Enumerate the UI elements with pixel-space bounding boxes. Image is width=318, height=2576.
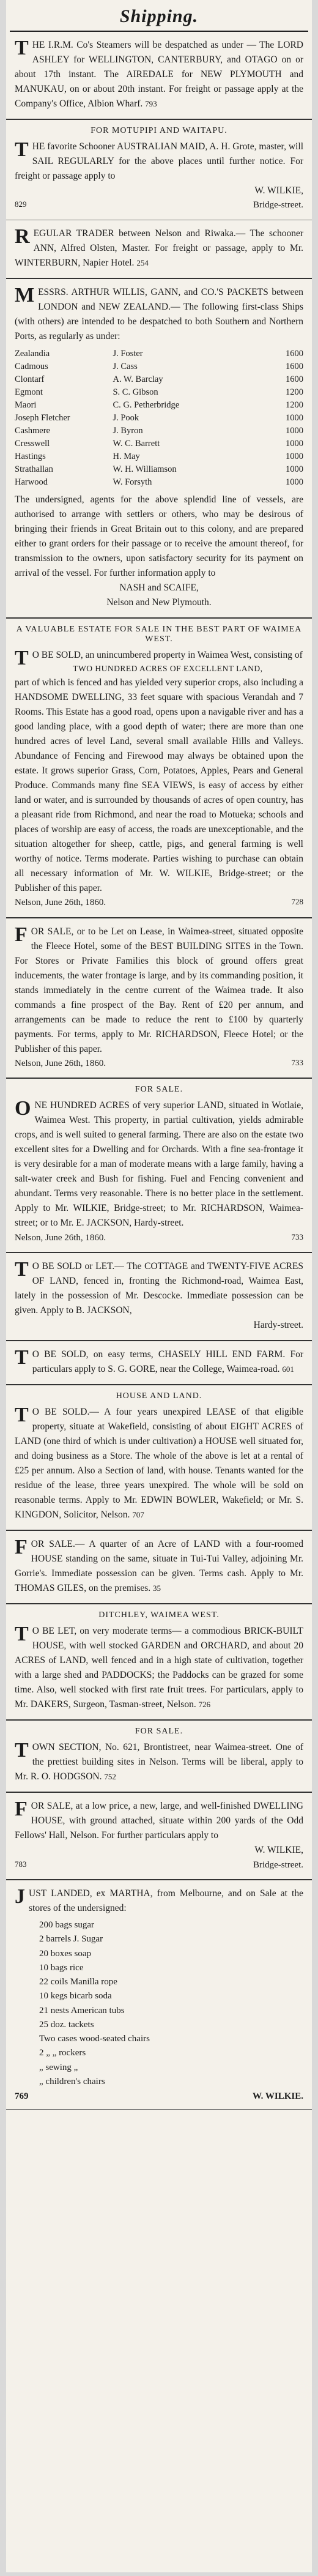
drop-cap: M: [15, 283, 35, 307]
goods-item: 20 boxes soap: [39, 1948, 91, 1959]
ship-tons: 1600: [286, 361, 303, 371]
drop-cap: T: [15, 1258, 29, 1281]
drop-cap: T: [15, 647, 29, 670]
ad-text: OR SALE.— A quarter of an Acre of LAND with a four-roomed HOUSE standing on the same, situate in Tui-Tui Valley, adjoining Mr. Gorrie's. Immediate possession can be given. Terms cash. Apply to Mr. THOMAS GILES, on the premises.: [15, 1539, 303, 1594]
ship-name: Hastings: [15, 451, 46, 461]
ship-master: J. Byron: [113, 425, 143, 436]
ad-header: FOR SALE.: [135, 1727, 183, 1737]
ad-text: O BE LET, on very moderate terms— a commodious BRICK-BUILT HOUSE, with well stocked GARDEN and ORCHARD, and about 20 ACRES of LAND, well fenced and in a high state of cultivation, together with a large shed and PADDOCKS; the Paddocks can be grazed for some time. Also, well stocked with first rate fruit trees. For particulars, apply to Mr. DAKERS, Surgeon, Tasman-street, Nelson.: [15, 1626, 303, 1710]
ad-address: Hardy-street.: [253, 1320, 303, 1331]
ad-number: 728: [291, 897, 303, 907]
ad-cottage: [6, 1253, 312, 1341]
ship-tons: 1000: [286, 451, 303, 461]
ship-master: J. Cass: [113, 361, 138, 371]
ship-tons: 1000: [286, 464, 303, 474]
ship-row: [15, 412, 303, 425]
ship-row: [15, 360, 303, 373]
drop-cap: T: [15, 1346, 29, 1369]
goods-item: 2 barrels J. Sugar: [39, 1934, 103, 1945]
drop-cap: T: [15, 1739, 29, 1762]
ad-number: 733: [291, 1232, 303, 1241]
ship-tons: 1200: [286, 387, 303, 397]
ad-header: A VALUABLE ESTATE FOR SALE IN THE BEST PART OF WAIMEA WEST.: [16, 625, 302, 644]
ad-date: Nelson, June 26th, 1860.: [15, 1058, 106, 1068]
ad-number: 726: [198, 1700, 211, 1710]
ad-text-2: part of which is fenced and has yielded very superior crops, also including a HANDSOME DWELLING, 33 feet square with spacious Verandah and 7 Rooms. This Estate has a good road, opens upon a navigable river and has a good landing place, with a good depth of water; there are more than one hundred acres of level Land, several small available Hills and Valleys. Abundance of Fencing and Firewood may always be obtained upon the estate. It grows superior Grass, Corn, Potatoes, Apples, Pears and General Produce. Commands many fine SEA VIEWS, is easy of access by either land or water, and is surrounded by thousands of acres of open country, has a pleasant ride from Richmond, and near the road to Motueka; schools and places of worship are easy of access, the roads are unexceptionable, and the situation altogether for sheep, cattle, pigs, and general farming is well worthy of notice. Terms moderate. Parties wishing to purchase can obtain all necessary information of Mr. W. WILKIE, Bridge-street; or the Publisher of this paper.: [15, 677, 303, 894]
ad-text: ESSRS. ARTHUR WILLIS, GANN, and CO.'S PACKETS between LONDON and NEW ZEALAND.— The following first-class Ships (with others) are intended to be despatched to both Southern and Northern Ports, as regularly as under:: [15, 286, 303, 341]
goods-item: 21 nests American tubs: [39, 2005, 125, 2016]
ad-signature: W. WILKIE.: [253, 2091, 303, 2102]
ship-name: Cresswell: [15, 438, 50, 449]
ad-header: FOR MOTUPIPI AND WAITAPU.: [91, 126, 227, 136]
goods-item: 10 kegs bicarb soda: [39, 1991, 112, 2001]
ship-row: [15, 463, 303, 476]
ship-name: Harwood: [15, 477, 48, 487]
drop-cap: T: [15, 1623, 29, 1646]
ad-subheading: TWO HUNDRED ACRES OF EXCELLENT LAND,: [73, 664, 263, 674]
ad-text: O BE SOLD, on easy terms, CHASELY HILL END FARM. For particulars apply to S. G. GORE, near the College, Waimea-road.: [32, 1349, 303, 1375]
drop-cap: R: [15, 225, 30, 248]
ad-text: OWN SECTION, No. 621, Brontistreet, near Waimea-street. One of the prettiest building sites in Nelson. Terms will be liberal, apply to Mr. R. O. HODGSON.: [15, 1742, 303, 1782]
drop-cap: T: [15, 138, 29, 162]
ad-text-2: The undersigned, agents for the above splendid line of vessels, are authorised to arrange with settlers or others, who may be desirous of bringing their friends in Great Britain out to this colony, and are prepared either to grant orders for their passage or to receive the amount thereof, for transmission to the owners, upon satisfactory security for its payment on arrival of the vessel. For further information apply to: [15, 494, 303, 578]
ships-table: [15, 348, 303, 489]
ship-name: Strathallan: [15, 464, 53, 474]
ship-master: S. C. Gibson: [113, 387, 158, 397]
ad-hundred-acres: [6, 1079, 312, 1253]
drop-cap: J: [15, 1885, 25, 1908]
ship-tons: 1600: [286, 348, 303, 359]
goods-item: Two cases wood-seated chairs: [39, 2034, 150, 2044]
ad-text: HE favorite Schooner AUSTRALIAN MAID, A. H. Grote, master, will SAIL REGULARLY for the above places until further notice. For freight or passage apply to: [15, 141, 303, 182]
ad-house-land: [6, 1385, 312, 1531]
ad-town-section: [6, 1721, 312, 1793]
ad-quarter-acre: [6, 1531, 312, 1604]
ad-text: HE I.R.M. Co's Steamers will be despatched as under — The LORD ASHLEY for WELLINGTON, CANTERBURY, and OTAGO on or about 17th instant. The AIREDALE for NEW PLYMOUTH and MANUKAU, on or about 20th instant. For freight or passage apply at the Company's Office, Albion Wharf.: [15, 40, 303, 110]
ad-signature: W. WILKIE,: [254, 185, 303, 196]
ad-regular-trader: [6, 220, 312, 279]
ad-ditchley: [6, 1604, 312, 1721]
drop-cap: F: [15, 1798, 28, 1821]
masthead: Shipping.: [119, 6, 199, 26]
ship-master: W. H. Williamson: [113, 464, 177, 474]
ad-number: 752: [104, 1772, 116, 1782]
ad-number: 254: [136, 258, 149, 267]
drop-cap: F: [15, 923, 28, 946]
ad-number: 769: [15, 2091, 29, 2102]
ship-name: Clontarf: [15, 374, 45, 384]
ad-text: EGULAR TRADER between Nelson and Riwaka.— The schooner ANN, Alfred Olsten, Master. For freight or passage, apply to Mr. WINTERBURN, Napier Hotel.: [15, 228, 303, 268]
ad-text: O BE SOLD or LET.— The COTTAGE and TWENTY-FIVE ACRES OF LAND, fenced in, fronting the Richmond-road, Waimea East, lately in the possession of Mr. Descocke. Immediate possession can be given. Apply to B. JACKSON,: [15, 1261, 303, 1316]
ad-fleece-sites: [6, 918, 312, 1079]
ad-date: Nelson, June 26th, 1860.: [15, 1232, 106, 1243]
ad-address: Bridge-street.: [253, 1859, 303, 1870]
ship-master: H. May: [113, 451, 140, 461]
ship-tons: 1000: [286, 425, 303, 436]
goods-item: 22 coils Manilla rope: [39, 1977, 117, 1987]
ship-master: C. G. Petherbridge: [113, 400, 180, 410]
goods-item: 2 „ „ rockers: [39, 2048, 86, 2058]
drop-cap: T: [15, 1404, 29, 1427]
ad-address: Bridge-street.: [253, 200, 303, 210]
goods-item: 10 bags rice: [39, 1962, 84, 1973]
goods-item: „ children's chairs: [39, 2076, 105, 2086]
ad-text: O BE SOLD, an unincumbered property in Waimea West, consisting of: [32, 650, 303, 661]
goods-item: 25 doz. tackets: [39, 2019, 94, 2030]
ad-martha-goods: [6, 1880, 312, 2110]
ship-name: Egmont: [15, 387, 43, 397]
ship-row: [15, 386, 303, 399]
ship-name: Cashmere: [15, 425, 50, 436]
ship-name: Zealandia: [15, 348, 50, 359]
ship-master: W. C. Barrett: [113, 438, 160, 449]
ad-text: UST LANDED, ex MARTHA, from Melbourne, and on Sale at the stores of the undersigned:: [29, 1888, 303, 1914]
ad-date: Nelson, June 26th, 1860.: [15, 898, 106, 908]
ship-tons: 1000: [286, 412, 303, 423]
ad-number: 733: [291, 1057, 303, 1067]
newspaper-page: [6, 0, 312, 2572]
goods-item: „ sewing „: [39, 2062, 78, 2072]
ad-text: OR SALE, or to be Let on Lease, in Waimea-street, situated opposite the Fleece Hotel, some of the BEST BUILDING SITES in the Town. For Stores or Private Families this block of ground offers great inducements, the water frontage is large, and by its commanding position, it stands immediately in the centre current of the Waimea trade. It also commands a fine prospect of the Bay. Rent of £20 per annum, and arrangements can be made to reduce the rent to £100 by quarterly payments. For terms, apply to Mr. RICHARDSON, Fleece Hotel; or the Publisher of this paper.: [15, 926, 303, 1054]
drop-cap: F: [15, 1536, 28, 1559]
ship-master: W. Forsyth: [113, 477, 152, 487]
ship-row: [15, 450, 303, 463]
ship-master: A. W. Barclay: [113, 374, 163, 384]
ship-tons: 1000: [286, 477, 303, 487]
ad-number: 793: [145, 99, 157, 109]
drop-cap: T: [15, 37, 29, 59]
ad-number: 783: [15, 1859, 27, 1869]
ad-waimea-estate: [6, 619, 312, 918]
ad-text: NE HUNDRED ACRES of very superior LAND, situated in Wotlaie, Waimea West. This property, in partial cultivation, yields admirable crops, and is well suited to general farming. There are also on the estate two excellent sites for a Dwelling and for Orchards. With a fine sea-frontage it is very desirable for a man of moderate means with a large family, having a salt-water creek and Bush for fishing. Fuel and Fencing convenient and abundant. Terms very reasonable. There is no better place in the settlement. Apply to Mr. WILKIE, Bridge-street; to Mr. RICHARDSON, Waimea-street; or to Mr. E. JACKSON, Hardy-street.: [15, 1100, 303, 1229]
ship-name: Joseph Fletcher: [15, 412, 70, 423]
ad-address: Nelson and New Plymouth.: [106, 597, 212, 608]
ad-text: OR SALE, at a low price, a new, large, and well-finished DWELLING HOUSE, with ground attached, situate within 200 yards of the Odd Fellows' Hall, Nelson. For further particulars apply to: [15, 1801, 303, 1841]
ship-tons: 1200: [286, 400, 303, 410]
ship-name: Cadmous: [15, 361, 48, 371]
ad-signature: W. WILKIE,: [254, 1845, 303, 1856]
ship-master: J. Pook: [113, 412, 139, 423]
ad-australian-maid: [6, 120, 312, 220]
ship-tons: 1000: [286, 438, 303, 449]
ship-row: [15, 348, 303, 360]
ship-row: [15, 437, 303, 450]
goods-list: [39, 1918, 303, 2089]
ad-header: HOUSE AND LAND.: [116, 1391, 202, 1401]
ad-signature: NASH and SCAIFE,: [119, 583, 199, 594]
ship-tons: 1600: [286, 374, 303, 384]
ad-header: FOR SALE.: [135, 1085, 183, 1095]
ship-master: J. Foster: [113, 348, 143, 359]
ad-number: 35: [153, 1584, 161, 1593]
ad-chasely: [6, 1341, 312, 1385]
ad-header: DITCHLEY, WAIMEA WEST.: [98, 1610, 220, 1620]
ad-irm-steamers: [6, 32, 312, 120]
ship-row: [15, 476, 303, 489]
ad-number: 707: [132, 1510, 144, 1520]
ship-row: [15, 373, 303, 386]
ad-willis-gann: [6, 279, 312, 619]
ship-row: [15, 425, 303, 437]
ad-text: O BE SOLD.— A four years unexpired LEASE of that eligible property, situate at Wakefield, consisting of about EIGHT ACRES of LAND (one third of which is under cultivation) a HOUSE well situated for, and doing business as a Store. The whole of the above is let at a rental of £25 per annum. Also a Section of land, with house. Tenants wanted for the residue of the lease, three years unexpired. The whole will be sold on reasonable terms. Apply to Mr. EDWIN BOWLER, Wakefield; or Mr. S. KINGDON, Solicitor, Nelson.: [15, 1407, 303, 1521]
goods-item: 200 bags sugar: [39, 1920, 94, 1930]
ship-name: Maori: [15, 400, 37, 410]
ad-number: 829: [15, 199, 27, 209]
ad-number: 601: [282, 1364, 294, 1374]
ad-low-price-house: [6, 1793, 312, 1880]
ship-row: [15, 399, 303, 412]
drop-cap: O: [15, 1097, 31, 1120]
